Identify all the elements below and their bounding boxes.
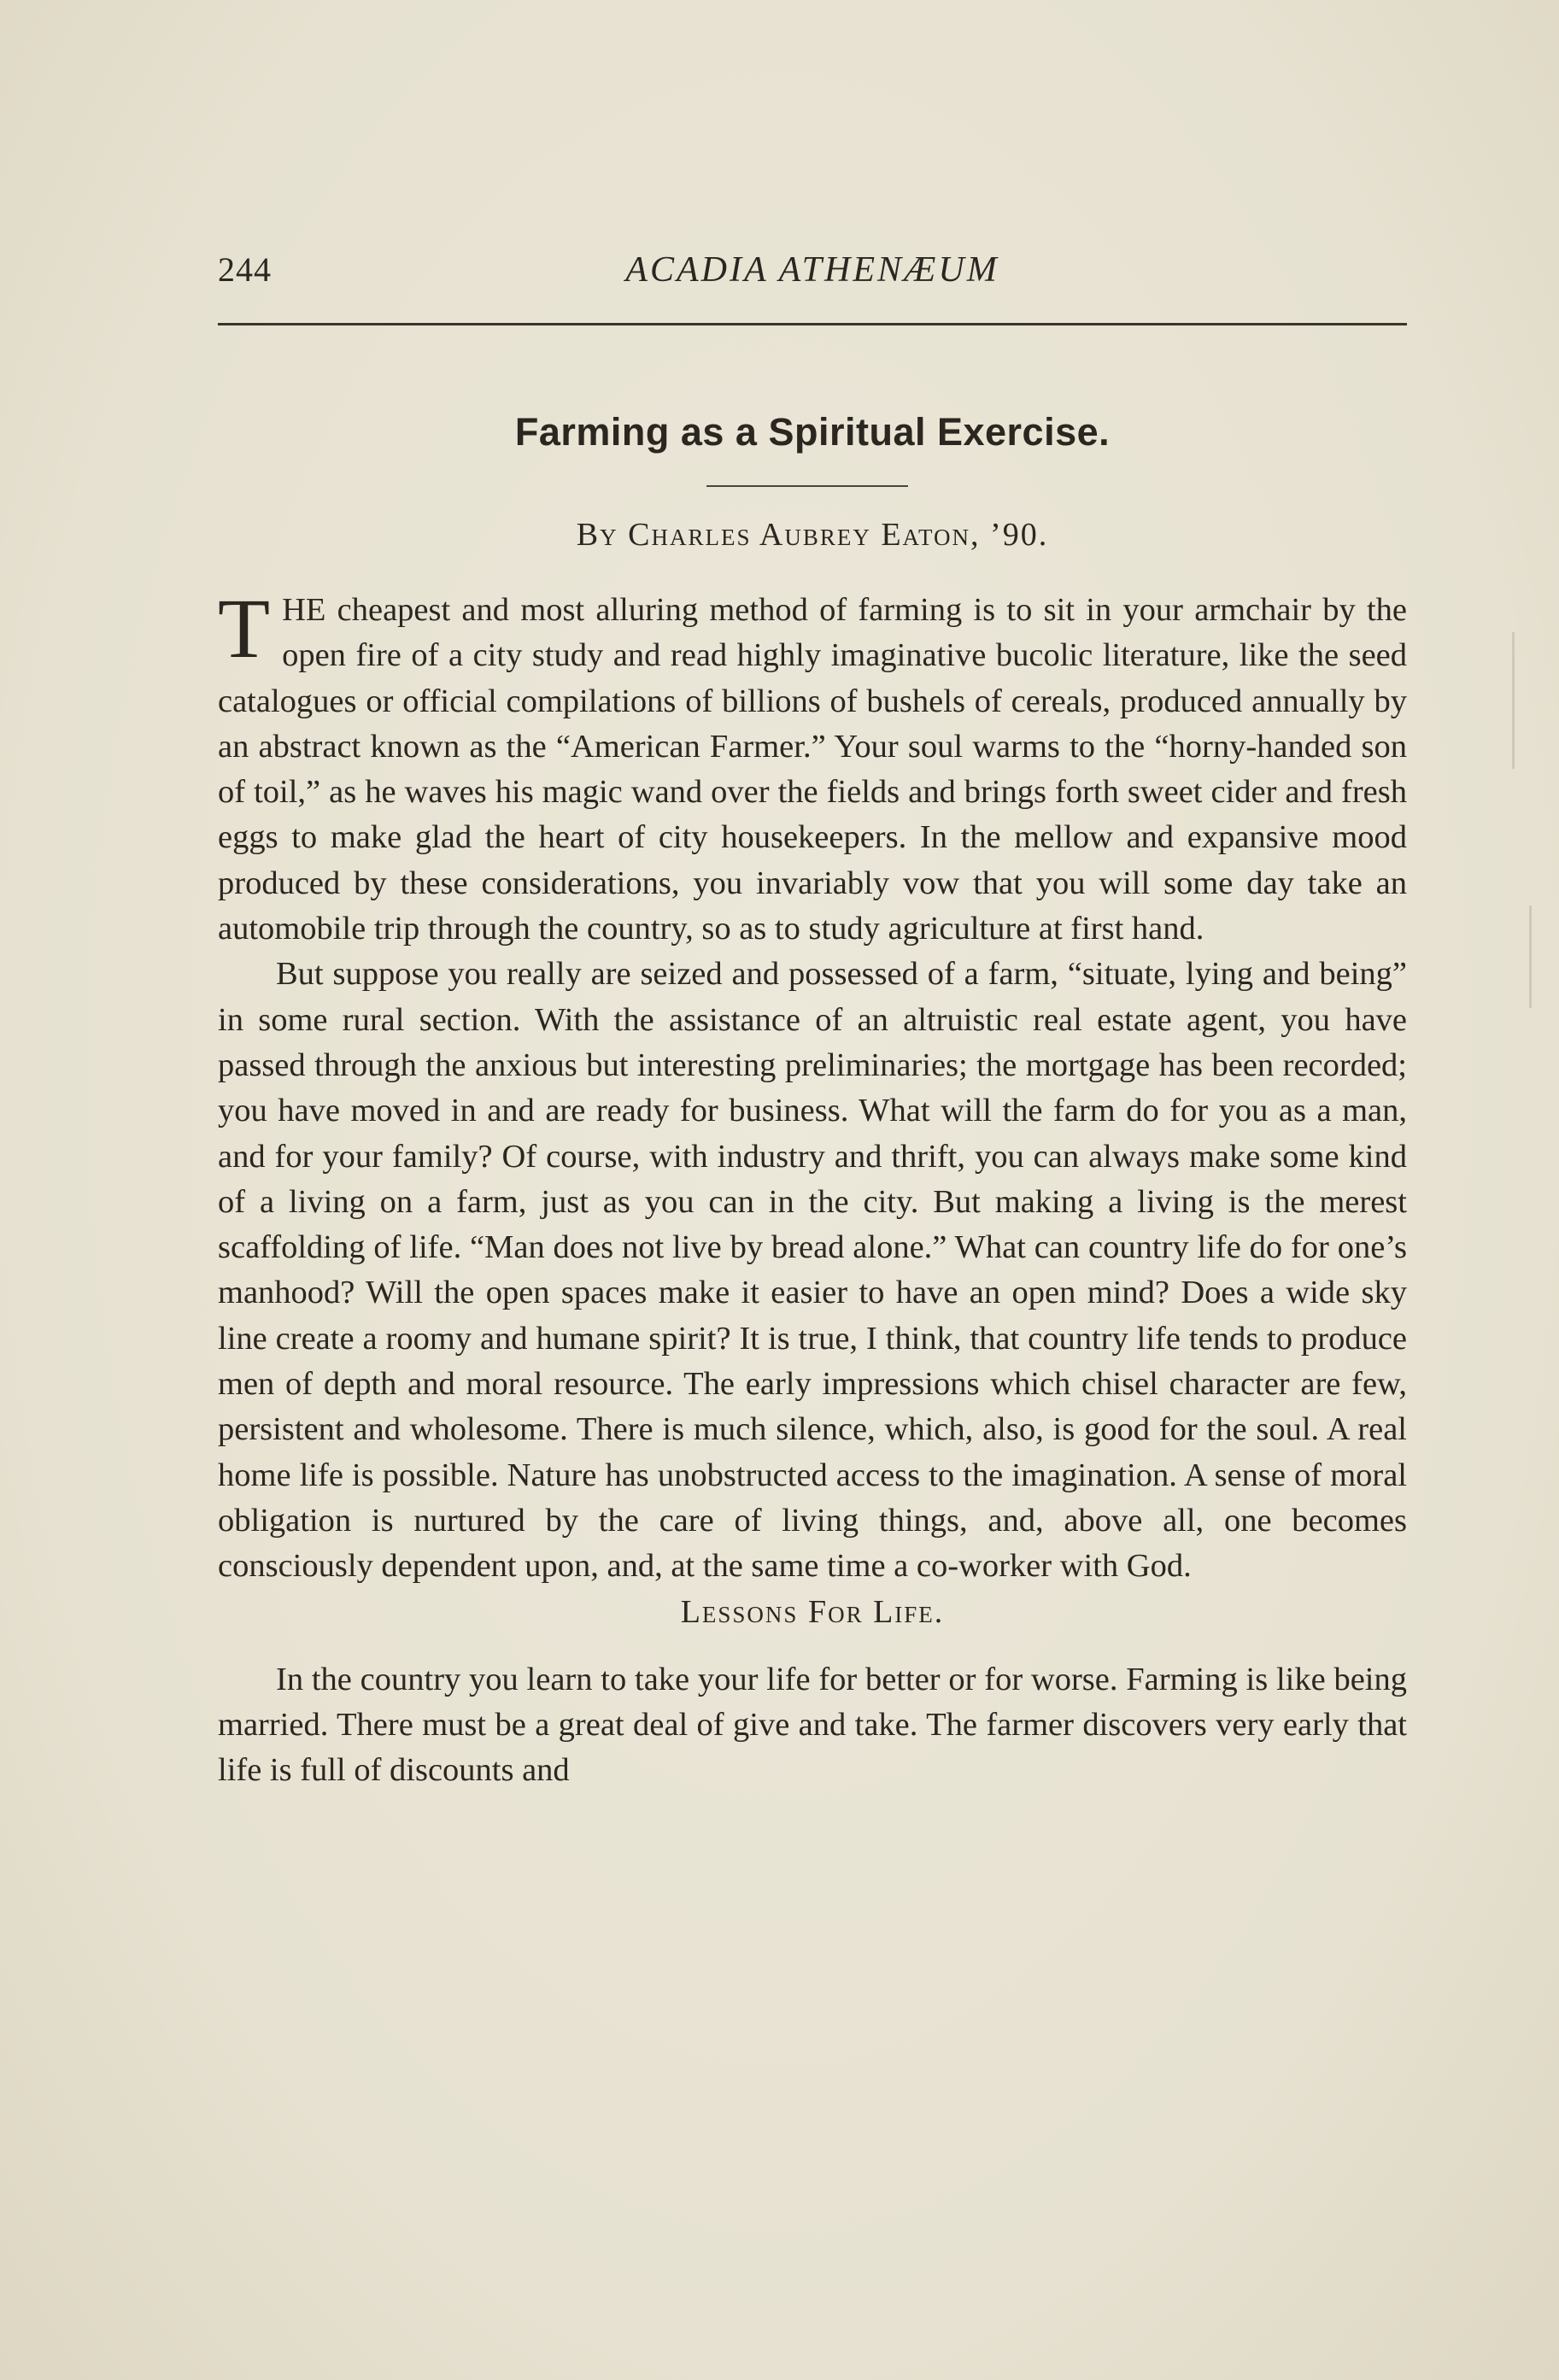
page-number: 244: [218, 250, 272, 289]
page-edge-shadow: [1529, 906, 1532, 1008]
paragraph-1: [218, 581, 1407, 952]
drop-cap: T: [218, 581, 271, 676]
article-body: [218, 581, 1407, 1794]
header-rule: [218, 323, 1407, 325]
page-header: [218, 249, 1407, 301]
title-rule: [706, 485, 908, 487]
article-byline: By Charles Aubrey Eaton, ’90.: [576, 517, 1049, 553]
paragraph-1-text: HE cheapest and most alluring method of farming is to sit in your armchair by the open fire of a city study and read highly imaginative bucolic literature, like the seed catalogues or official compilations of billions of bushels of cereals, produced annually by an abstract known as the “American Farmer.” Your soul warms to the “horny-handed son of toil,” as he waves his magic wand over the fields and brings forth sweet cider and fresh eggs to make glad the heart of city housekeepers. In the mellow and expansive mood produced by these considerations, you invariably vow that you will some day take an automobile trip through the country, so as to study agriculture at first hand.: [218, 592, 1407, 947]
section-heading: Lessons For Life.: [680, 1593, 945, 1630]
page-edge-shadow: [1512, 632, 1515, 769]
paragraph-2: But suppose you really are seized and possessed of a farm, “situate, lying and being” in some rural section. With the assistance of an altruistic real estate agent, you have passed through the anxious but interesting preliminaries; the mortgage has been recorded; you have moved in and are ready for business. What will the farm do for you as a man, and for your family? Of course, with industry and thrift, you can always make some kind of a living on a farm, just as you can in the city. But making a living is the merest scaffolding of life. “Man does not live by bread alone.” What can country life do for one’s manhood? Will the open spaces make it easier to have an open mind? Does a wide sky line create a roomy and humane spirit? It is true, I think, that country life tends to produce men of depth and moral resource. The early impressions which chisel character are few, persistent and wholesome. There is much silence, which, also, is good for the soul. A real home life is possible. Nature has unobstructed access to the imagination. A sense of moral obligation is nurtured by the care of living things, and, above all, one becomes consciously dependent upon, and, at the same time a co-worker with God.: [218, 956, 1407, 1585]
paragraph-3: In the country you learn to take your life for better or for worse. Farming is like being married. There must be a great deal of give and take. The farmer discovers very early that life is full of discounts and: [218, 1661, 1407, 1789]
article-title: Farming as a Spiritual Exercise.: [514, 410, 1111, 454]
running-title: ACADIA ATHENÆUM: [625, 250, 999, 290]
